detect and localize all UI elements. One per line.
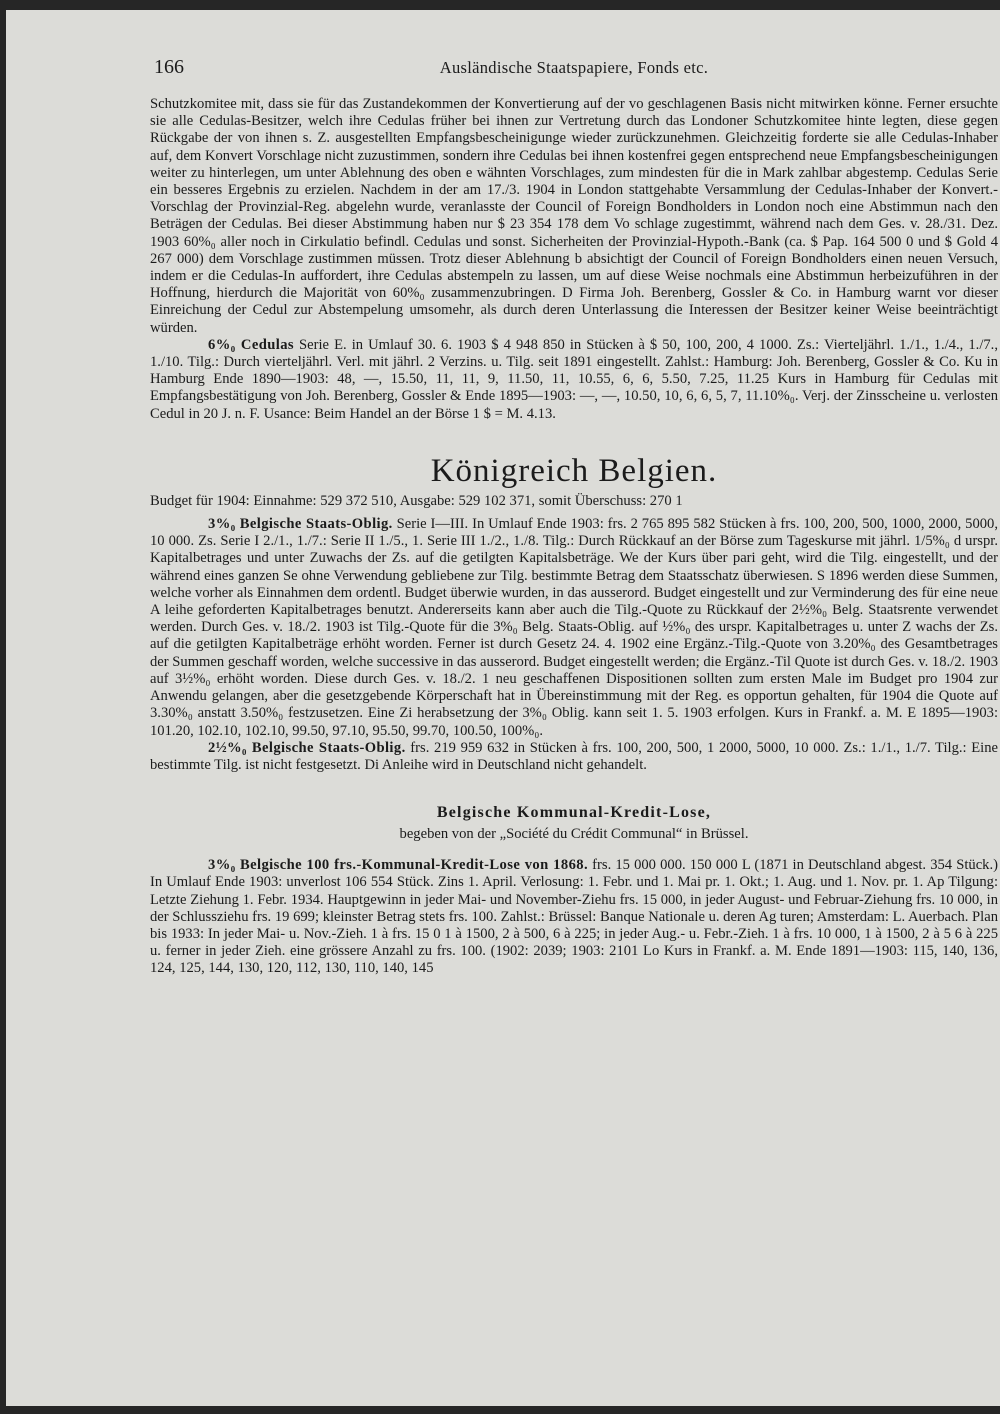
section-title-lose: Belgische Kommunal-Kredit-Lose,: [436, 804, 712, 822]
section-title-belgien: Königreich Belgien.: [430, 452, 718, 489]
staats-oblig-3-text: Serie I—III. In Umlauf Ende 1903: frs. 2 765 895 582 Stücken à frs. 100, 200, 500, 1000, 2000, 5000, 10 000. Zs. Serie I 2./1., 1./7.: Serie II 1./5., 1. Serie III 1./2., 1./8. Tilg.: Durch Rückkauf an der Börse zum Tageskurse mit jährl. 1/5%₀ d urspr. Kapitalbetrages und unter Zuwachs der Zs. auf die getilgten Kapitalsbeträge. We der Kurs über pari geht, wird die Tilg. eingestellt, und der während eines ganzen Se ohne Verwendung gebliebene zur Tilg. bestimmte Betrag dem Staatsschatz überwiesen. S 1896 werden diese Summen, welche vorher als Einnahmen dem ordentl. Budget überwie wurden, in das ausserord. Budget eingestellt und zur Verminderung des für eine neue A leihe geforderten Kapitalbetrages benutzt. Andererseits kann aber auch die Tilg.-Quote zu Rückkauf der 2½%₀ Belg. Staatsrente verwendet werden. Durch Ges. v. 18./2. 1903 ist Tilg.-Quote für die 3%₀ Belg. Staats-Oblig. auf ½%₀ des urspr. Kapitalbetrages u. unter Z wachs der Zs. auf die getilgten Kapitalbeträge erhöht worden. Ferner ist durch Gesetz 24. 4. 1902 eine Ergänz.-Tilg.-Quote von 3.20%₀ des Gesamtbetrages der Summen geschaff worden, welche successive in das ausserord. Budget eingestellt werden; die Ergänz.-Til Quote ist durch Ges. v. 18./2. 1903 auf 3½%₀ erhöht worden. Diese durch Ges. v. 18./2. 1 neu geschaffenen Dispositionen sollten zum ersten Male im Budget pro 1904 zur Anwendu gelangen, aber die gesetzgebende Körperschaft hat in Übereinstimmung mit der Reg. es opportun gehalten, für 1904 die Quote auf 3.30%₀ anstatt 3.50%₀ festzusetzen. Eine Zi herabsetzung der 3%₀ Oblig. kann seit 1. 5. 1903 erfolgen. Kurs in Frankf. a. M. E 1895—1903: 101.20, 102.10, 102.10, 99.50, 97.10, 95.50, 99.70, 100.50, 100%₀.: [150, 516, 998, 739]
argentina-section: [150, 96, 998, 423]
belgium-section: [150, 451, 998, 774]
staats-oblig-25-text: frs. 219 959 632 in Stücken à frs. 100, 200, 500, 1 2000, 5000, 10 000. Zs.: 1./1., 1./7. Tilg.: Eine bestimmte Tilg. ist nicht festgesetzt. Di Anleihe wird in Deutschland nicht gehandelt.: [150, 739, 998, 773]
lose-paragraph: [150, 857, 998, 977]
budget-line: Budget für 1904: Einnahme: 529 372 510, Ausgabe: 529 102 371, somit Überschuss: 270 1: [150, 492, 683, 509]
lose-text: frs. 15 000 000. 150 000 L (1871 in Deutschland abgest. 354 Stück.) In Umlauf Ende 1903: unverlost 106 554 Stück. Zins 1. April. Verlosung: 1. Febr. und 1. Mai pr. 1. Okt.; 1. Aug. und 1. Nov. pr. 1. Ap Tilgung: Letzte Ziehung 1. Febr. 1934. Hauptgewinn in jeder Mai- und November-Ziehu frs. 15 000, in jeder August- und Februar-Ziehung frs. 10 000, in der Schlussziehu frs. 19 699; kleinster Betrag stets frs. 100. Zahlst.: Brüssel: Banque Nationale u. deren Ag turen; Amsterdam: L. Auerbach. Plan bis 1933: In jeder Mai- u. Nov.-Zieh. 1 à frs. 15 0 1 à 1500, 2 à 500, 6 à 225; in jeder Aug.- u. Febr.-Zieh. 1 à frs. 10 000, 1 à 1500, 2 à 5 6 à 225 u. ferner in jeder Zieh. eine grössere Anzahl zu frs. 100. (1902: 2039; 1903: 2101 Lo Kurs in Frankf. a. M. Ende 1891—1903: 115, 140, 136, 124, 125, 144, 130, 120, 112, 130, 110, 140, 145: [150, 857, 998, 977]
page-content: [150, 54, 998, 1394]
lose-lead: 3%₀ Belgische 100 frs.-Kommunal-Kredit-Lose von 1868.: [208, 857, 589, 874]
page-sheet: [6, 10, 1000, 1406]
continuation-paragraph: Schutzkomitee mit, dass sie für das Zustandekommen der Konvertierung auf der vo geschlagenen Basis nicht mitwirken könne. Ferner ersuchte sie alle Cedulas-Besitzer, welch ihre Cedulas früher bei ihnen zur Vertretung durch das Londoner Schutzkomitee hinte legten, diese gegen Rückgabe der von ihnen s. Z. ausgestellten Empfangsbescheinigunge wieder zurückzunehmen. Gleichzeitig forderte sie alle Cedulas-Inhaber auf, dem Konvert Vorschlage nicht zuzustimmen, sondern ihre Cedulas bei ihnen kostenfrei gegen entsprechend neue Empfangsbescheinigungen weiter zu hinterlegen, um unter Ablehnung des oben e wähnten Vorschlages, zum mindesten für die in Mark zahlbar abgestemp. Cedulas Serie ein besseres Ergebnis zu erzielen. Nachdem in der am 17./3. 1904 in London stattgehabte Versammlung der Cedulas-Inhaber der Konvert.-Vorschlag der Provinzial-Reg. abgelehn wurde, veranlasste der Council of Foreign Bondholders in London noch eine Abstimmun nach den Beträgen der Cedulas. Bei dieser Abstimmung haben nur $ 23 354 178 dem Vo schlage zugestimmt, während nach dem Ges. v. 28./31. Dez. 1903 60%₀ aller noch in Cirkulatio befindl. Cedulas und sonst. Sicherheiten der Provinzial-Hypoth.-Bank (ca. $ Pap. 164 500 0 und $ Gold 4 267 000) dem Vorschlage zustimmen müssen. Trotz dieser Ablehnung b absichtigt der Council of Foreign Bondholders einen neuen Versuch, indem er die Cedulas-In auffordert, ihre Cedulas abstempeln zu lassen, um auf diese Weise nochmals eine Abstimmun herbeizuführen in der Hoffnung, hierdurch die Majorität von 60%₀ zusammenzubringen. D Firma Joh. Berenberg, Gossler & Co. in Hamburg warnt vor dieser Einreichung der Cedul zur Abstempelung umsomehr, als durch deren Unterlassung die Interessen der Besitzer keiner Weise beeinträchtigt würden.: [150, 96, 998, 336]
running-title: Ausländische Staatspapiere, Fonds etc.: [439, 58, 709, 77]
lose-section: [150, 804, 998, 977]
page-header: [150, 54, 998, 84]
cedulas-lead: 6%₀ Cedulas: [208, 336, 294, 353]
staats-oblig-25-paragraph: [150, 740, 998, 774]
cedulas-text: Serie E. in Umlauf 30. 6. 1903 $ 4 948 850 in Stücken à $ 50, 100, 200, 4 1000. Zs.: Vierteljährl. 1./1., 1./4., 1./7., 1./10. Tilg.: Durch vierteljährl. Verl. mit jährl. 2 Verzins. u. Tilg. seit 1891 eingestellt. Zahlst.: Hamburg: Joh. Berenberg, Gossler & Co. Ku in Hamburg Ende 1890—1903: 48, —, 15.50, 11, 11, 9, 11.50, 11, 10.55, 6, 6, 5.50, 7.25, 11.25 Kurs in Hamburg für Cedulas mit Empfangsbestätigung von Joh. Berenberg, Gossler & Ende 1895—1903: —, —, 10.50, 10, 6, 6, 5, 7, 11.10%₀. Verj. der Zinsscheine u. verlosten Cedul in 20 J. n. F. Usance: Beim Handel an der Börse 1 $ = M. 4.13.: [150, 336, 998, 422]
section-subtitle-lose: begeben von der „Société du Crédit Communal“ in Brüssel.: [399, 826, 749, 843]
page-number: 166: [154, 56, 184, 78]
staats-oblig-3-lead: 3%₀ Belgische Staats-Oblig.: [208, 516, 393, 533]
cedulas-paragraph: [150, 337, 998, 423]
staats-oblig-25-lead: 2½%₀ Belgische Staats-Oblig.: [208, 739, 406, 756]
staats-oblig-3-paragraph: [150, 516, 998, 740]
